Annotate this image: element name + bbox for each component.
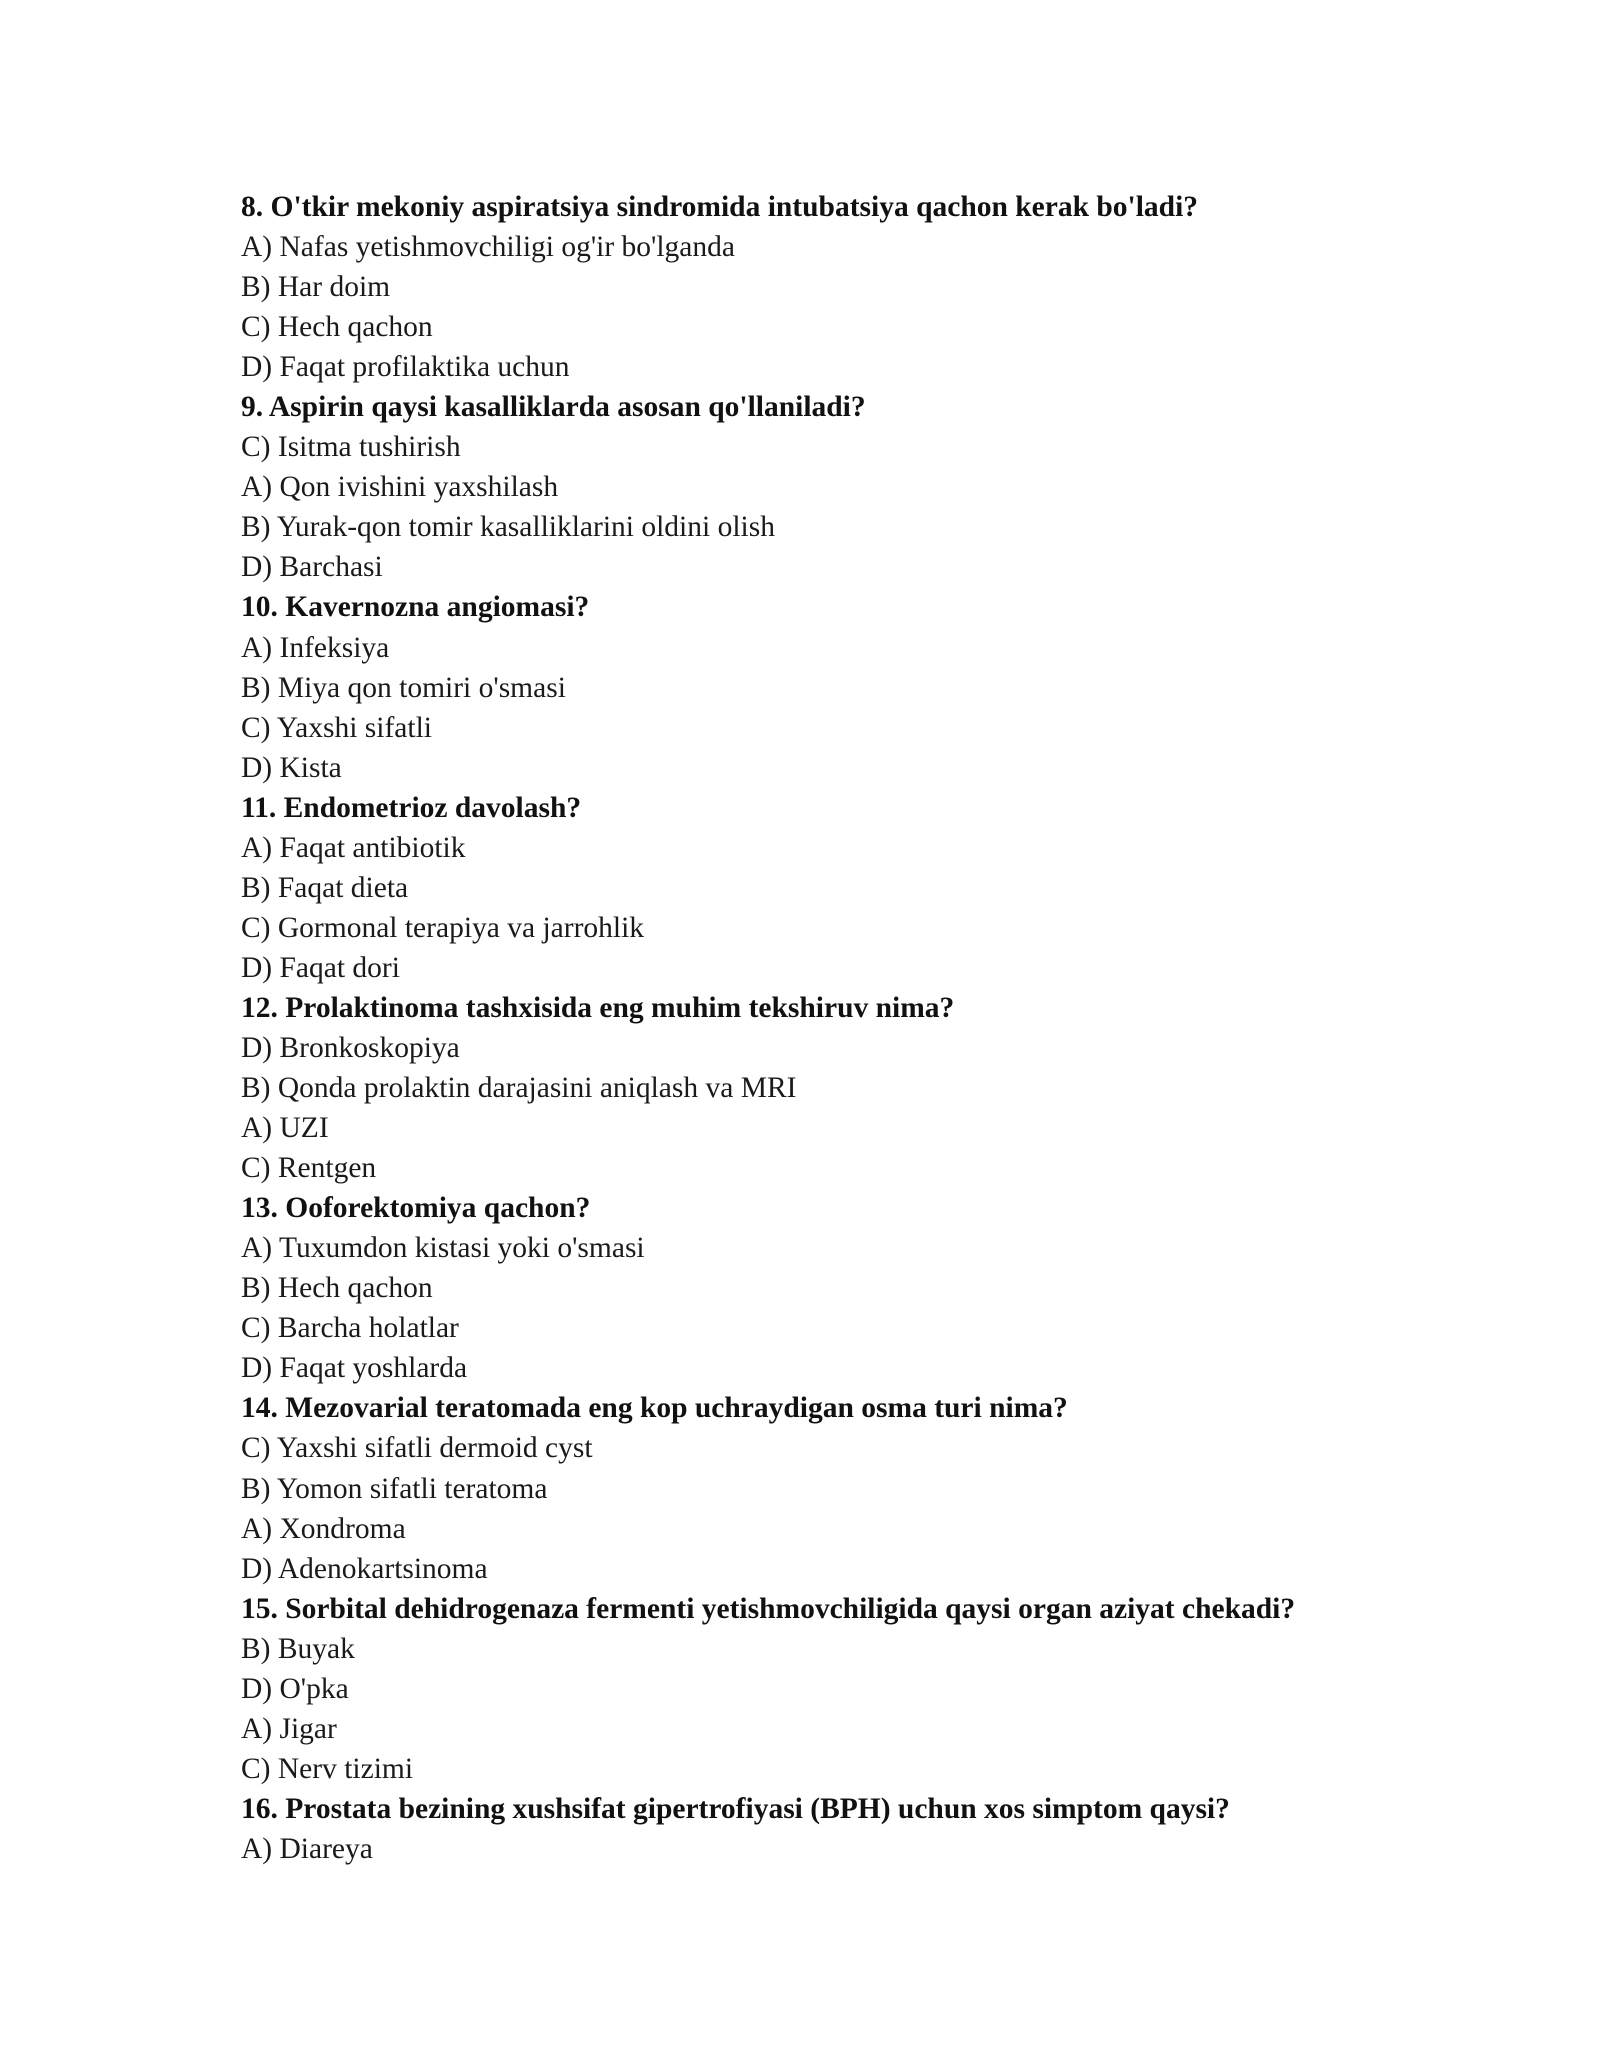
answer-option: D) O'pka: [241, 1672, 349, 1705]
answer-option: B) Qonda prolaktin darajasini aniqlash va MRI: [241, 1072, 797, 1105]
answer-option: B) Hech qachon: [241, 1272, 433, 1305]
answer-option: C) Hech qachon: [241, 311, 433, 344]
question-list: [241, 187, 1441, 1869]
answer-option: D) Faqat profilaktika uchun: [241, 351, 570, 384]
answer-option: B) Miya qon tomiri o'smasi: [241, 671, 566, 704]
question-text: 15. Sorbital dehidrogenaza fermenti yetishmovchiligida qaysi organ aziyat chekadi?: [241, 1592, 1296, 1625]
answer-option: C) Barcha holatlar: [241, 1312, 459, 1345]
question-block-10: [241, 587, 1441, 787]
answer-option: D) Kista: [241, 751, 342, 784]
answer-option: A) Qon ivishini yaxshilash: [241, 471, 559, 504]
question-block-9: [241, 387, 1441, 587]
answer-option: A) Faqat antibiotik: [241, 831, 466, 864]
answer-option: C) Nerv tizimi: [241, 1752, 414, 1785]
question-text: 13. Ooforektomiya qachon?: [241, 1192, 591, 1225]
answer-option: C) Isitma tushirish: [241, 431, 461, 464]
answer-option: D) Faqat yoshlarda: [241, 1352, 468, 1385]
answer-option: B) Yomon sifatli teratoma: [241, 1472, 548, 1505]
answer-option: B) Yurak-qon tomir kasalliklarini oldini olish: [241, 511, 775, 544]
answer-option: A) Nafas yetishmovchiligi og'ir bo'lganda: [241, 231, 735, 264]
question-block-15: [241, 1589, 1441, 1789]
answer-option: C) Yaxshi sifatli: [241, 711, 432, 744]
question-block-8: [241, 187, 1441, 387]
question-block-11: [241, 788, 1441, 988]
answer-option: D) Faqat dori: [241, 951, 400, 984]
question-block-13: [241, 1188, 1441, 1388]
question-text: 12. Prolaktinoma tashxisida eng muhim tekshiruv nima?: [241, 991, 955, 1024]
question-block-14: [241, 1388, 1441, 1588]
question-text: 16. Prostata bezining xushsifat gipertrofiyasi (BPH) uchun xos simptom qaysi?: [241, 1792, 1230, 1825]
answer-option: D) Bronkoskopiya: [241, 1031, 460, 1064]
answer-option: A) Jigar: [241, 1712, 337, 1745]
question-block-16: [241, 1789, 1441, 1869]
answer-option: D) Barchasi: [241, 551, 383, 584]
answer-option: A) UZI: [241, 1112, 329, 1145]
question-text: 14. Mezovarial teratomada eng kop uchraydigan osma turi nima?: [241, 1392, 1068, 1425]
question-block-12: [241, 988, 1441, 1188]
answer-option: C) Gormonal terapiya va jarrohlik: [241, 911, 645, 944]
answer-option: C) Rentgen: [241, 1152, 377, 1185]
answer-option: B) Faqat dieta: [241, 871, 409, 904]
question-text: 9. Aspirin qaysi kasalliklarda asosan qo'llaniladi?: [241, 391, 866, 424]
answer-option: A) Xondroma: [241, 1512, 406, 1545]
answer-option: A) Diareya: [241, 1832, 373, 1865]
question-text: 11. Endometrioz davolash?: [241, 791, 582, 824]
question-text: 8. O'tkir mekoniy aspiratsiya sindromida intubatsiya qachon kerak bo'ladi?: [241, 191, 1199, 223]
answer-option: C) Yaxshi sifatli dermoid cyst: [241, 1432, 593, 1465]
answer-option: A) Infeksiya: [241, 631, 390, 664]
answer-option: A) Tuxumdon kistasi yoki o'smasi: [241, 1232, 645, 1265]
answer-option: B) Har doim: [241, 271, 391, 304]
answer-option: D) Adenokartsinoma: [241, 1552, 488, 1585]
question-text: 10. Kavernozna angiomasi?: [241, 591, 590, 624]
answer-option: B) Buyak: [241, 1632, 355, 1665]
